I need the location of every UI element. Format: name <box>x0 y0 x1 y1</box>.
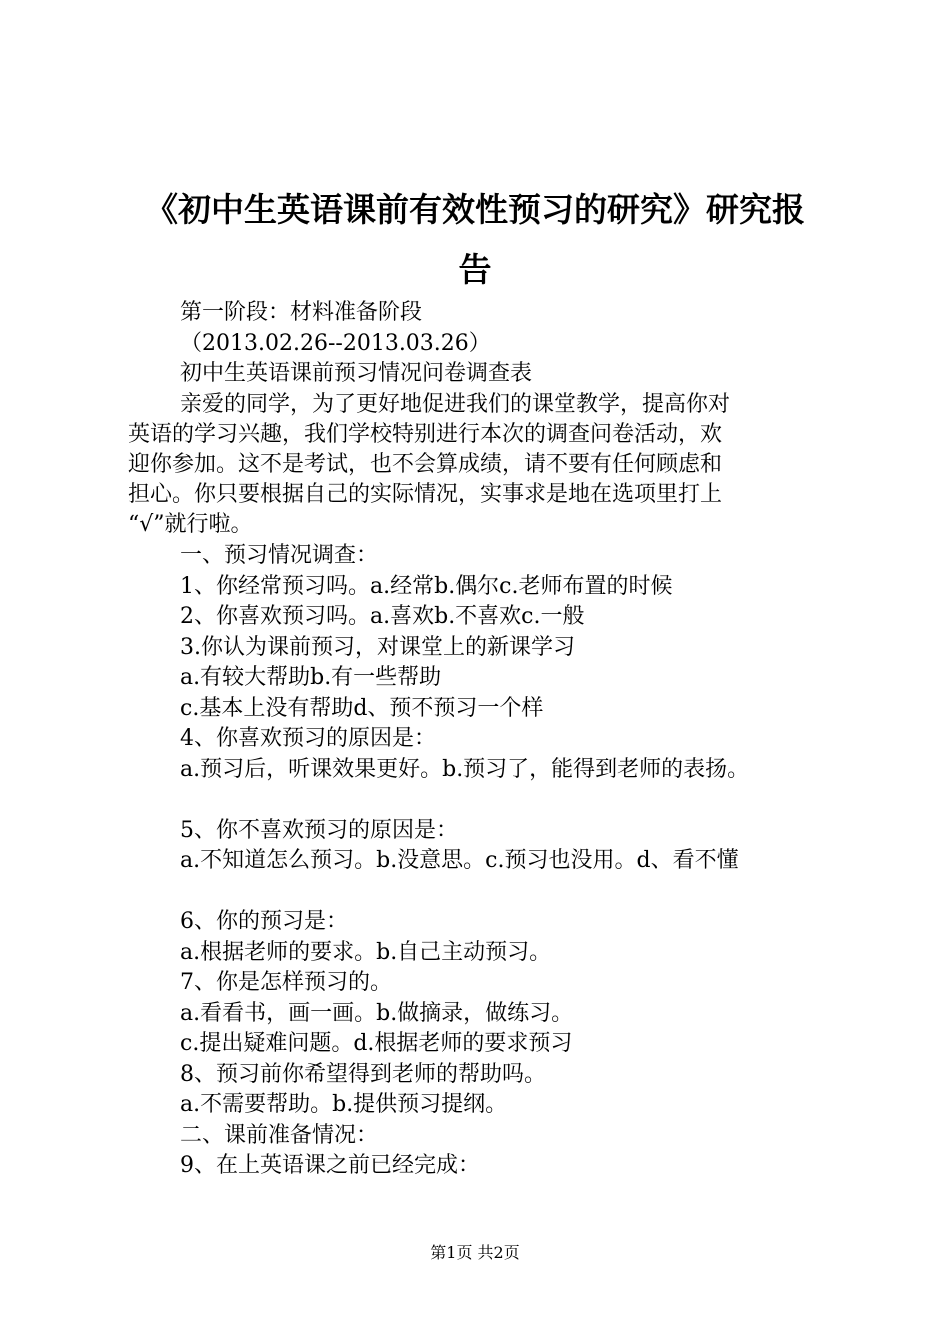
intro-paragraph-line: “√”就行啦。 <box>128 512 253 537</box>
question-option-line: a.不需要帮助。b.提供预习提纲。 <box>180 1092 508 1117</box>
document-title-line-2: 告 <box>458 250 492 289</box>
question-option-line: a.有较大帮助b.有一些帮助 <box>180 665 442 690</box>
stage-heading: 第一阶段：材料准备阶段 <box>180 300 423 325</box>
question-option-line: c.基本上没有帮助d、预不预习一个样 <box>180 696 544 721</box>
section-heading-class-preparation: 二、课前准备情况： <box>180 1123 379 1148</box>
question-line: 3.你认为课前预习，对课堂上的新课学习 <box>180 635 575 660</box>
intro-paragraph-line: 担心。你只要根据自己的实际情况，实事求是地在选项里打上 <box>128 482 723 507</box>
question-line: 8、预习前你希望得到老师的帮助吗。 <box>180 1062 546 1087</box>
question-option-line: a.根据老师的要求。b.自己主动预习。 <box>180 940 552 965</box>
document-title-line-1: 《初中生英语课前有效性预习的研究》研究报 <box>145 190 805 229</box>
questionnaire-title: 初中生英语课前预习情况问卷调查表 <box>180 361 533 386</box>
question-line: 4、你喜欢预习的原因是： <box>180 726 436 751</box>
question-line: 5、你不喜欢预习的原因是： <box>180 818 458 843</box>
question-line: 1、你经常预习吗。a.经常b.偶尔c.老师布置的时候 <box>180 574 673 599</box>
question-line: 7、你是怎样预习的。 <box>180 970 392 995</box>
question-option-line: a.不知道怎么预习。b.没意思。c.预习也没用。d、看不懂 <box>180 848 739 873</box>
intro-paragraph-line: 亲爱的同学，为了更好地促进我们的课堂教学，提高你对 <box>180 392 731 417</box>
question-option-line: c.提出疑难问题。d.根据老师的要求预习 <box>180 1031 573 1056</box>
question-line: 6、你的预习是： <box>180 909 348 934</box>
section-heading-preview-survey: 一、预习情况调查： <box>180 543 379 568</box>
intro-paragraph-line: 迎你参加。这不是考试，也不会算成绩，请不要有任何顾虑和 <box>128 452 723 477</box>
question-option-line: a.看看书，画一画。b.做摘录，做练习。 <box>180 1001 574 1026</box>
question-line: 2、你喜欢预习吗。a.喜欢b.不喜欢c.一般 <box>180 604 585 629</box>
page-number-footer: 第1页 共2页 <box>430 1243 520 1262</box>
question-line: 9、在上英语课之前已经完成： <box>180 1153 480 1178</box>
question-option-line: a.预习后，听课效果更好。b.预习了，能得到老师的表扬。 <box>180 757 750 782</box>
intro-paragraph-line: 英语的学习兴趣，我们学校特别进行本次的调查问卷活动，欢 <box>128 422 723 447</box>
stage-date-range: （2013.02.26--2013.03.26） <box>180 331 491 356</box>
